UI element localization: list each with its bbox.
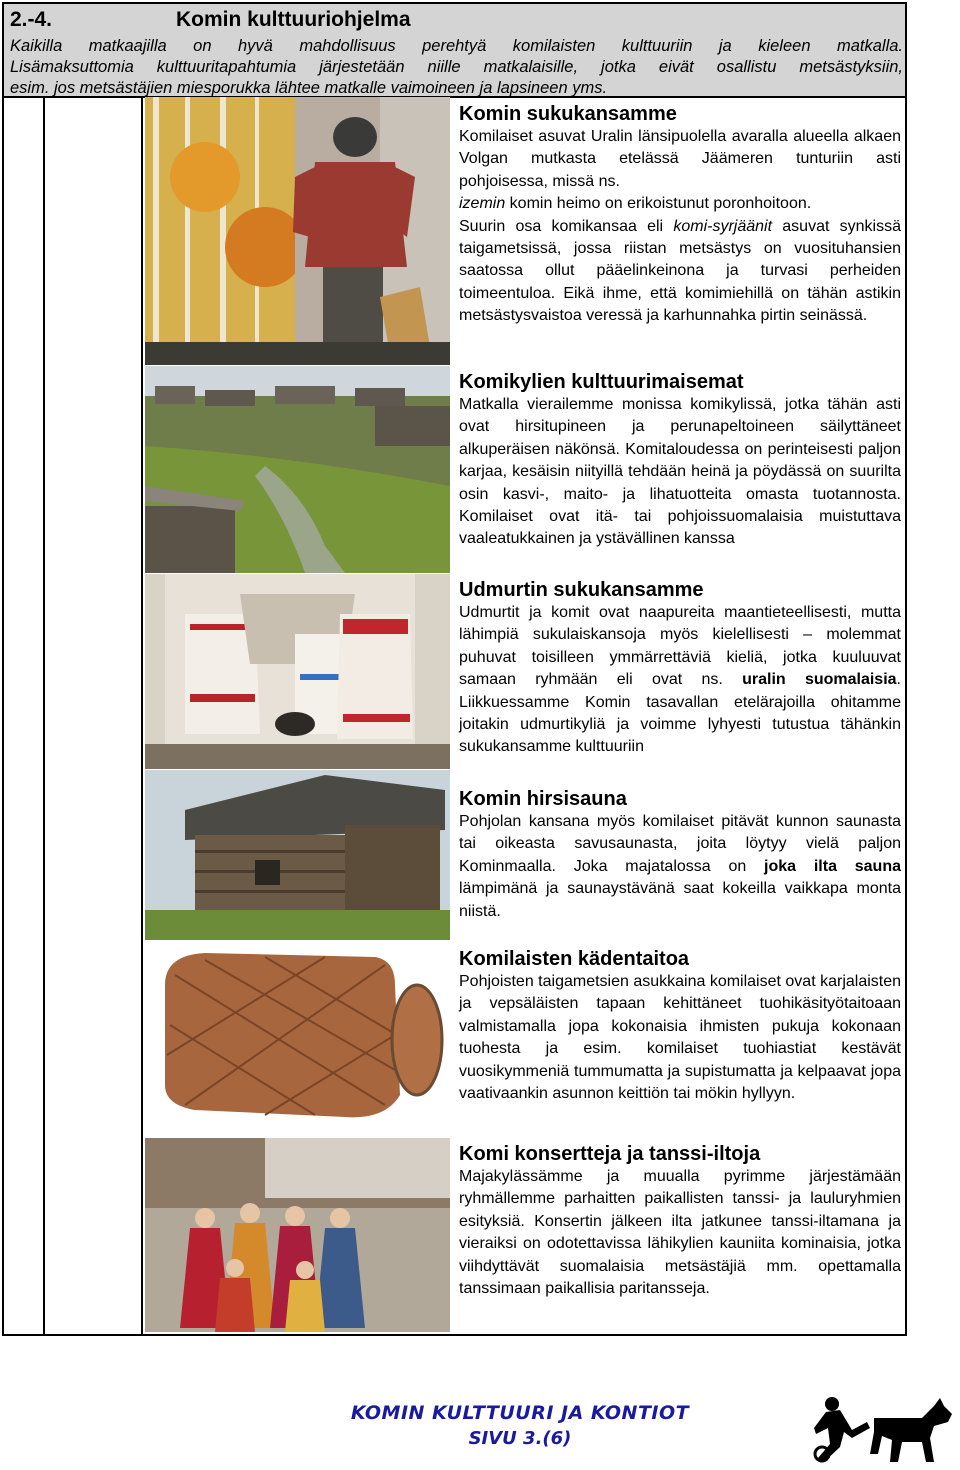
section-body-2: Matkalla vierailemme monissa komikylissä, jotka tähän asti ovat hirsitupineen ja perunapeltoineen säilyttäneet alkuperäisen näkönsä. Komitaloudessa on perinteisesti paljon karjaa, kesäisin niityillä tehdään heinä ja pöydässä on suurilta osin kasvi-, maito- ja lihatuotteita omasta tuotannosta. Komilaiset ovat itä- tai pohjoissuomalaisia muistuttava vaaleatukkainen ja ystävällinen kanssa — [459, 396, 901, 548]
section-sauna — [459, 787, 901, 923]
intro-line-2: Lisämaksuttomia kulttuuritapahtumia järjestetään niille matkalaisille, jotka eivät osallistu metsästyksiin, — [10, 58, 903, 76]
section-body-5: Pohjoisten taigametsien asukkaina komilaiset ovat karjalaisten ja vepsäläisten tapaan kehittäneet tuohikäsityötaitoaan valmistamalla jopa kokonaisia ihmisten pukuja kokonaan tuohesta ja esim. komilaiset tuohiastiat kestävät vuosikymmeniä tummumatta ja supistumatta ja kelpaavat jopa vaativaankin asunnon keittiön tai mökin hyllyyn. — [459, 973, 902, 1103]
header-band — [2, 2, 907, 98]
section-title-3: Udmurtin sukukansamme — [459, 579, 704, 601]
section-1-italic-a: izemin — [459, 195, 506, 213]
photo-hunter-costume — [145, 97, 450, 365]
section-body-6: Majakylässämme ja muualla pyrimme järjestämään ryhmällemme parhaitten paikallisten tanssi- ja lauluryhmien esityksiä. Konsertin jälkeen ilta jatkunee tanssi-iltamana ja vieraiksi on odotettavissa lähikylien kauniita kominaisia, jotka viihdyttävät suomalaisia metsästäjiä mm. opettamalla tanssimaan paikallisia paritansseja. — [459, 1168, 901, 1298]
section-1-text-c: Suurin osa komikansaa eli — [459, 217, 674, 235]
section-number: 2.-4. — [10, 8, 53, 31]
section-1-text-a: Komilaiset asuvat Uralin länsipuolella avaralla alueella alkaen Volgan mutkasta etelässä Jäämeren tunturiin asti pohjoisessa, missä ns. — [459, 128, 901, 190]
section-handicrafts — [459, 947, 901, 1105]
photo-komi-village — [145, 366, 450, 573]
page-footer — [345, 1402, 695, 1449]
section-village-landscapes — [459, 370, 901, 551]
section-komi-kin — [459, 102, 901, 328]
section-body-1 — [459, 126, 901, 328]
section-1-text-d: asuvat synkissä taigametsissä, jossa riistan metsästys on vuosituhansien saatossa ollut pääelinkeinona ja turvasi perheiden toimeentuloa. Eikä ihme, että komimiehillä on tähän astikin metsästysvaistoa veressä ja karhunnahka pirtin seinässä. — [459, 217, 901, 325]
section-3-text-a: Udmurtit ja komit ovat naapureita maantieteellisesti, mutta lähimpiä sukulaiskansoja myös kielellisesti – molemmat puhuvat toisilleen ymmärrettäviä kieliä, jotka kuuluuvat samaan ryhmään eli ovat ns. — [459, 604, 901, 689]
section-concerts — [459, 1142, 901, 1300]
section-body-4 — [459, 811, 901, 923]
photo-udmurt-costumes — [145, 574, 450, 769]
footer-page-number: SIVU 3.(6) — [468, 1428, 572, 1449]
page-title: Komin kulttuuriohjelma — [176, 8, 411, 31]
section-4-text-b: lämpimänä ja saunaystävänä saat kokeilla vaikkapa monta niistä. — [459, 880, 901, 920]
column-divider-mid — [141, 96, 143, 1336]
column-divider-left — [43, 96, 45, 1336]
section-1-text-b: komin heimo on erikoistunut poronhoitoon. — [505, 195, 812, 213]
intro-text — [10, 36, 903, 99]
intro-line-1: Kaikilla matkaajilla on hyvä mahdollisuus perehtyä komilaisten kulttuuriin ja kieleen matkalla. — [10, 37, 903, 55]
photo-birch-bark-basket — [145, 945, 450, 1125]
hunter-bear-logo-icon — [812, 1392, 957, 1467]
section-title-5: Komilaisten kädentaitoa — [459, 948, 690, 970]
section-4-bold: joka ilta sauna — [764, 857, 901, 875]
photo-log-sauna — [145, 770, 450, 940]
section-body-3 — [459, 602, 901, 759]
section-1-italic-b: komi-syrjäänit — [673, 217, 773, 235]
section-3-bold: uralin suomalaisia — [742, 671, 897, 689]
footer-title: KOMIN KULTTUURI JA KONTIOT — [350, 1402, 690, 1424]
section-4-text-a: Pohjolan kansana myös komilaiset pitävät kunnon saunasta tai oikeasta savusaunasta, joita löytyy vielä paljon Kominmaalla. Joka majatalossa on — [459, 813, 901, 875]
section-title-2: Komikylien kulttuurimaisemat — [459, 371, 744, 393]
section-udmurt — [459, 578, 901, 759]
section-title-4: Komin hirsisauna — [459, 788, 627, 810]
section-title-6: Komi konsertteja ja tanssi-iltoja — [459, 1143, 761, 1165]
section-title-1: Komin sukukansamme — [459, 103, 677, 125]
section-3-text-b: . Liikkuessamme Komin tasavallan etelärajoilla ohitamme joitakin udmurtikyliä ja voimme lyhyesti tutustua tähänkin sukukansamme kulttuuriin — [459, 671, 901, 756]
photo-dance-group — [145, 1138, 450, 1332]
intro-line-3: esim. jos metsästäjien miesporukka lähtee matkalle vaimoineen ja lapsineen yms. — [10, 79, 608, 97]
